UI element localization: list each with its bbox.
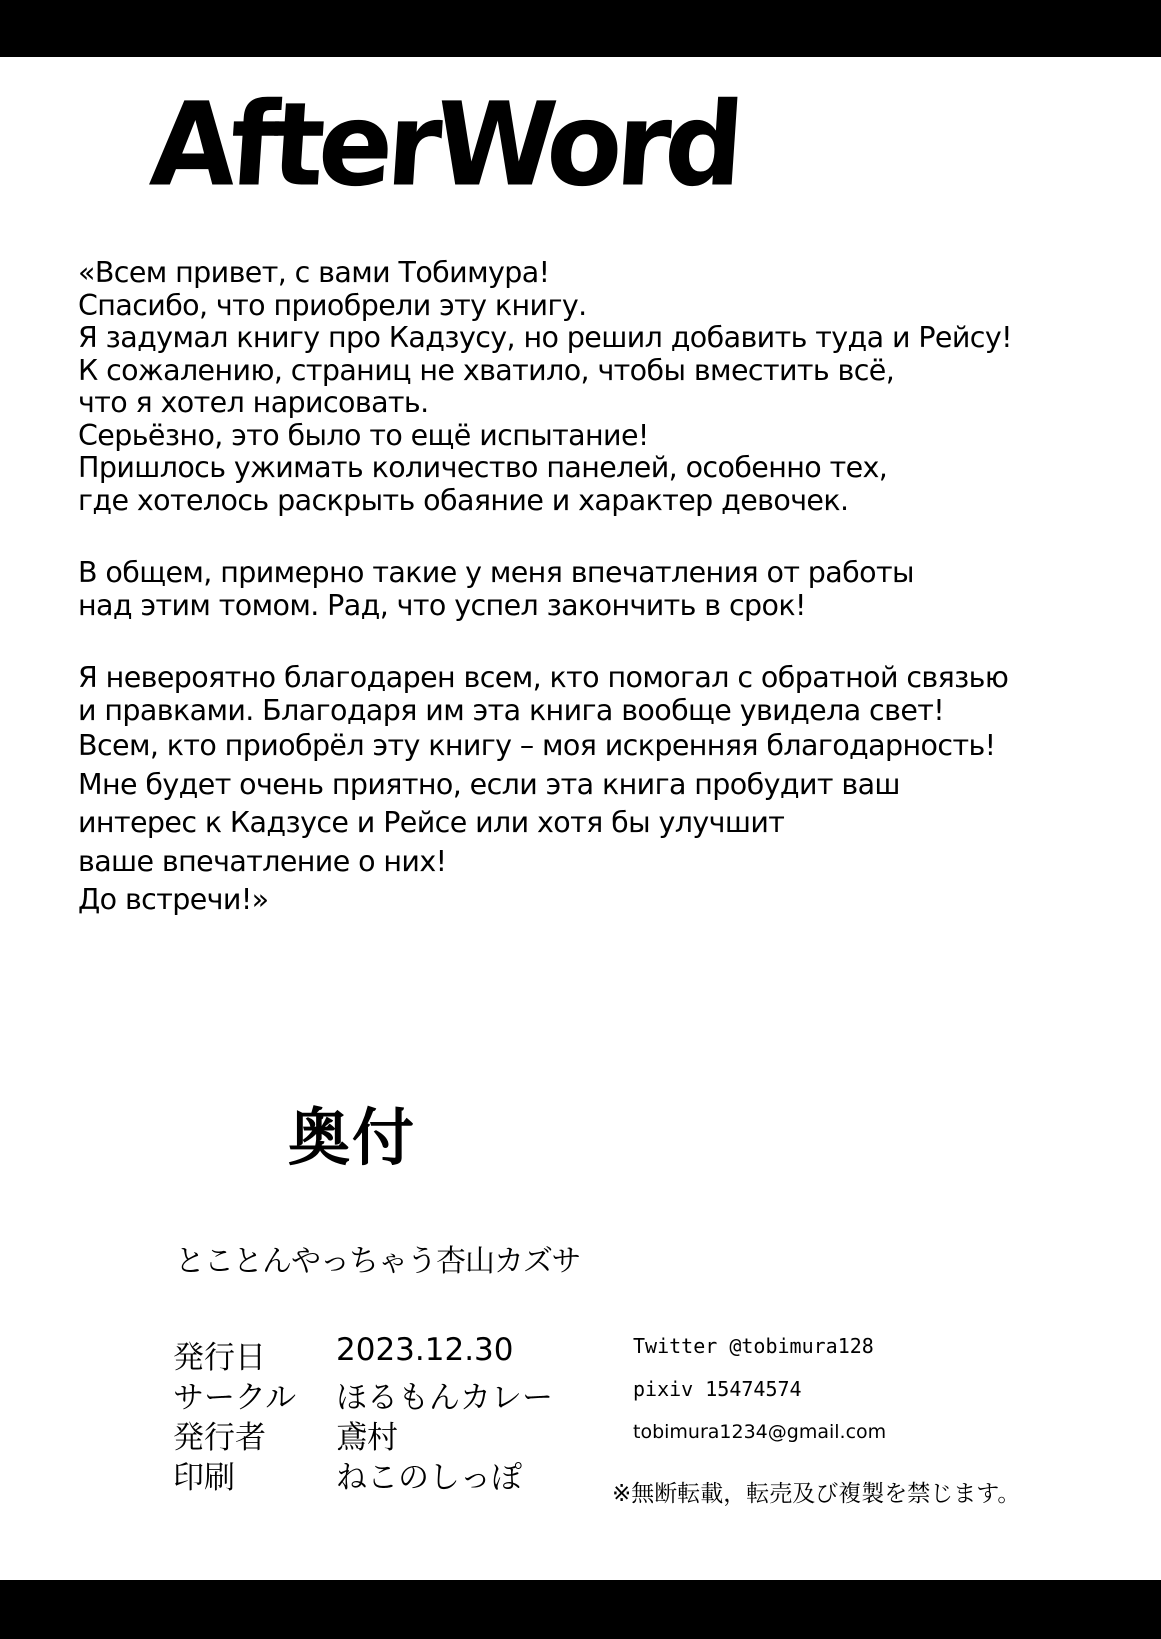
email-address: tobimura1234@gmail.com bbox=[633, 1421, 887, 1443]
info-key: サークル bbox=[173, 1380, 297, 1416]
afterword-message bbox=[78, 257, 1148, 920]
info-value: 鳶村 bbox=[336, 1420, 398, 1456]
copyright-notice: ※無断転載，転売及び複製を禁じます。 bbox=[612, 1481, 1021, 1507]
message-line: Спасибо, что приобрели эту книгу. bbox=[78, 288, 587, 322]
pixiv-id: pixiv 15474574 bbox=[633, 1377, 802, 1401]
author-contacts bbox=[633, 1336, 886, 1443]
book-title: とことんやっちゃう杏山カズサ bbox=[175, 1244, 581, 1279]
message-line: До встречи!» bbox=[78, 883, 269, 916]
paragraph-gap bbox=[78, 622, 1148, 662]
paragraph-gap bbox=[78, 517, 1148, 557]
message-line: ваше впечатление о них! bbox=[78, 844, 447, 878]
info-key: 発行者 bbox=[173, 1420, 266, 1456]
message-line: где хотелось раскрыть обаяние и характер девочек. bbox=[78, 483, 849, 517]
message-line: интерес к Кадзусе и Рейсе или хотя бы улучшит bbox=[78, 806, 785, 839]
message-line: Я задумал книгу про Кадзусу, но решил добавить туда и Рейсу! bbox=[78, 321, 1012, 354]
message-line: что я хотел нарисовать. bbox=[78, 386, 429, 419]
message-line: Я невероятно благодарен всем, кто помогал с обратной связью bbox=[78, 661, 1009, 694]
colophon-title: 奥付 bbox=[288, 1101, 417, 1174]
twitter-handle: Twitter @tobimura128 bbox=[633, 1334, 874, 1358]
info-key: 印刷 bbox=[173, 1460, 235, 1496]
message-line: Серьёзно, это было то ещё испытание! bbox=[78, 418, 649, 452]
message-line: Всем, кто приобрёл эту книгу – моя искренняя благодарность! bbox=[78, 729, 996, 762]
message-line: и правками. Благодаря им эта книга вообще увидела свет! bbox=[78, 693, 945, 727]
message-line: В общем, примерно такие у меня впечатления от работы bbox=[78, 556, 914, 589]
message-line: К сожалению, страниц не хватило, чтобы вместить всё, bbox=[78, 353, 895, 387]
page bbox=[0, 57, 1161, 1580]
message-line: Пришлось ужимать количество панелей, особенно тех, bbox=[78, 451, 888, 484]
message-line: «Всем привет, с вами Тобимура! bbox=[78, 256, 550, 289]
afterword-title: AfterWord bbox=[146, 77, 743, 212]
info-value: ほるもんカレー bbox=[336, 1380, 553, 1416]
info-key: 発行日 bbox=[173, 1340, 266, 1376]
top-black-border bbox=[0, 0, 1161, 57]
bottom-black-border bbox=[0, 1580, 1161, 1639]
info-value: 2023.12.30 bbox=[336, 1332, 514, 1368]
info-value: ねこのしっぽ bbox=[336, 1460, 522, 1496]
message-line: над этим томом. Рад, что успел закончить в срок! bbox=[78, 588, 806, 622]
message-line: Мне будет очень приятно, если эта книга пробудит ваш bbox=[78, 767, 900, 801]
